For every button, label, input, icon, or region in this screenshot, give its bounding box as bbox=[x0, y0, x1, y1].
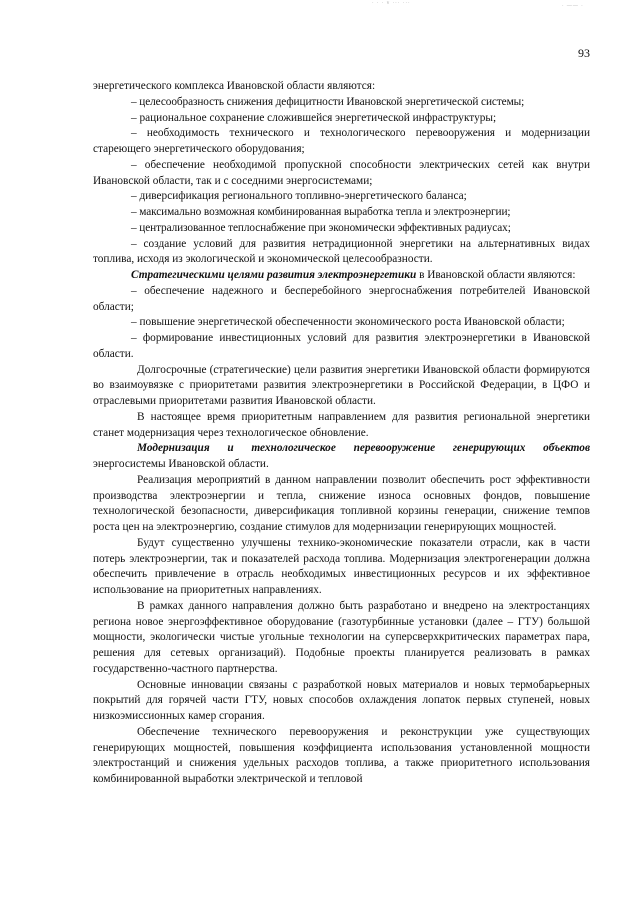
section-lead-paragraph bbox=[93, 441, 590, 473]
list-item: – формирование инвестиционных условий для развития электроэнергетики в Ивановской области. bbox=[93, 332, 590, 360]
list-item: – необходимость технического и технологического перевооружения и модернизации стареющего энергетического оборудования; bbox=[93, 127, 590, 155]
paragraph: Обеспечение технического перевооружения и реконструкции уже существующих генерирующих мощностей, повышения коэффициента использования установленной мощности электростанций и снижения удельных расходов топлива, а также приоритетного использования комбинированной выработки электрической и тепловой bbox=[93, 725, 590, 785]
page-number: 93 bbox=[578, 46, 590, 60]
list-item: – обеспечение надежного и бесперебойного энергоснабжения потребителей Ивановской области; bbox=[93, 284, 590, 313]
list-item: – максимально возможная комбинированная выработка тепла и электроэнергии; bbox=[131, 206, 511, 218]
scan-artifact-top-right: · —— · bbox=[562, 4, 584, 9]
scan-artifact-top: · · · ʏ ··· ··· bbox=[372, 1, 411, 6]
paragraph: Долгосрочные (стратегические) цели развития энергетики Ивановской области формируются во взаимоувязке с приоритетами развития электроэнергетики в Российской Федерации, в ЦФО и отраслевыми приоритетами развития Ивановской области. bbox=[93, 363, 590, 407]
paragraph: Реализация мероприятий в данном направлении позволит обеспечить рост эффективности производства электроэнергии и тепла, снижение износа основных фондов, повышение технологической безопасности, диверсификация топливной корзины генерации, снижение темпов роста цен на электроэнергию, создание стимулов для модернизации генерирующих мощностей. bbox=[93, 473, 590, 533]
paragraph: Будут существенно улучшены технико-экономические показатели отрасли, как в части потерь электроэнергии, так и показателей расхода топлива. Модернизация электрогенерации должна обеспечить привлечение в отрасль необходимых инвестиционных ресурсов и их эффективное использование на приоритетных направлениях. bbox=[93, 536, 590, 596]
list-item: – централизованное теплоснабжение при экономически эффективных радиусах; bbox=[131, 221, 511, 234]
list-item: – повышение энергетической обеспеченности экономического роста Ивановской области; bbox=[131, 316, 565, 329]
list-item: – рациональное сохранение сложившейся энергетической инфраструктуры; bbox=[131, 111, 497, 124]
document-body bbox=[93, 79, 590, 788]
paragraph-text: энергосистемы Ивановской области. bbox=[93, 458, 269, 470]
section-lead-paragraph bbox=[93, 268, 590, 284]
emphasis-heading: Стратегическими целями развития электроэнергетики bbox=[131, 269, 417, 281]
emphasis-heading: Модернизация и технологическое перевооружение генерирующих объектов bbox=[137, 442, 590, 455]
paragraph: В рамках данного направления должно быть разработано и внедрено на электростанциях региона новое энергоэффективное оборудование (газотурбинные установки (далее – ГТУ) большой мощности, экологически чистые угольные технологии на суперсверхкритических параметрах пара, решения для сетевых организаций). Подобные проекты планируется реализовать в рамках государственно-частного партнерства. bbox=[93, 599, 590, 675]
paragraph-text: в Ивановской области являются: bbox=[416, 269, 576, 281]
list-item: – создание условий для развития нетрадиционной энергетики на альтернативных видах топлива, исходя из экологической и экономической целесообразности. bbox=[93, 237, 590, 266]
paragraph: Основные инновации связаны с разработкой новых материалов и новых термобарьерных покрытий для горячей части ГТУ, новых способов охлаждения лопаток первых ступеней, новых низкоэмиссионных камер сгорания. bbox=[93, 678, 590, 722]
paragraph: В настоящее время приоритетным направлением для развития региональной энергетики станет модернизация через технологическое обновление. bbox=[93, 410, 590, 439]
paragraph: энергетического комплекса Ивановской области являются: bbox=[93, 80, 376, 92]
list-item: – целесообразность снижения дефицитности Ивановской энергетической системы; bbox=[131, 95, 525, 108]
list-item: – обеспечение необходимой пропускной способности электрических сетей как внутри Ивановской области, так и с соседними энергосистемами; bbox=[93, 158, 590, 187]
list-item: – диверсификация регионального топливно-энергетического баланса; bbox=[131, 190, 467, 203]
